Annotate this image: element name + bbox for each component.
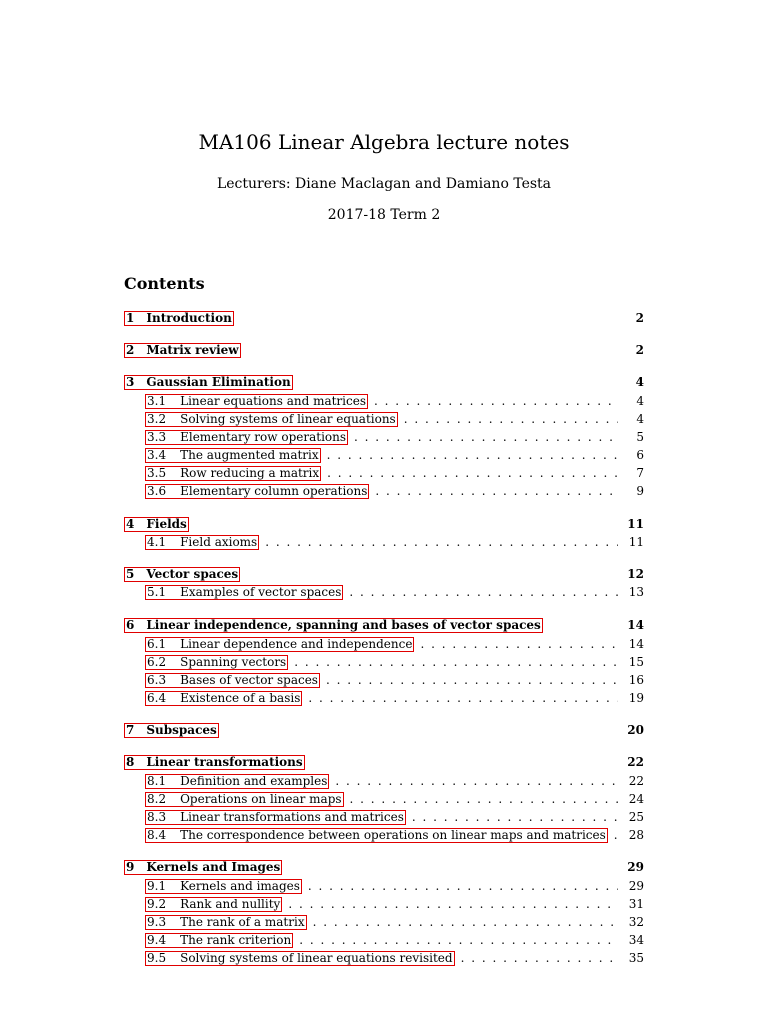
dot-leader xyxy=(288,897,618,911)
toc-page-number: 2 xyxy=(635,343,644,357)
toc-section-7[interactable] xyxy=(124,721,644,739)
toc-section-8[interactable] xyxy=(124,753,644,771)
dot-leader xyxy=(350,792,618,806)
toc-subsection-8-4[interactable] xyxy=(145,826,644,844)
toc-link[interactable]: 9 Kernels and Images xyxy=(126,859,281,874)
toc-link[interactable]: 9.2 Rank and nullity xyxy=(147,896,281,911)
toc-page-number: 2 xyxy=(635,311,644,325)
dot-leader xyxy=(614,828,618,842)
toc-link[interactable]: 6.2 Spanning vectors xyxy=(147,654,287,669)
toc-link[interactable]: 5.1 Examples of vector spaces xyxy=(147,584,342,599)
toc-section-9[interactable] xyxy=(124,858,644,876)
toc-link[interactable]: 1 Introduction xyxy=(126,310,232,325)
toc-subsection-6-2[interactable] xyxy=(145,653,644,671)
toc-page-number: 4 xyxy=(636,412,644,426)
toc-page-number: 14 xyxy=(628,637,644,651)
toc-subsection-6-1[interactable] xyxy=(145,635,644,653)
toc-link[interactable]: 3.1 Linear equations and matrices xyxy=(147,393,366,408)
toc-link[interactable]: 3.6 Elementary column operations xyxy=(147,483,368,498)
toc-section-5[interactable] xyxy=(124,565,644,583)
toc-link[interactable]: 8 Linear transformations xyxy=(126,754,303,769)
toc-link[interactable]: 9.5 Solving systems of linear equations revisited xyxy=(147,950,453,965)
dot-leader xyxy=(299,933,618,947)
toc-link[interactable]: 8.3 Linear transformations and matrices xyxy=(147,809,404,824)
toc-subsection-9-1[interactable] xyxy=(145,877,644,895)
toc-section-6[interactable] xyxy=(124,616,644,634)
toc-page-number: 7 xyxy=(636,466,644,480)
toc-page-number: 31 xyxy=(628,897,644,911)
dot-leader xyxy=(265,535,618,549)
toc-link[interactable]: 4.1 Field axioms xyxy=(147,534,258,549)
toc-page-number: 5 xyxy=(636,430,644,444)
dot-leader xyxy=(308,691,618,705)
toc-link[interactable]: 8.1 Definition and examples xyxy=(147,773,328,788)
dot-leader xyxy=(349,585,618,599)
toc-subsection-9-4[interactable] xyxy=(145,931,644,949)
toc-page-number: 28 xyxy=(628,828,644,842)
toc-link[interactable]: 6.3 Bases of vector spaces xyxy=(147,672,318,687)
toc-link[interactable]: 6.1 Linear dependence and independence xyxy=(147,636,413,651)
toc-link[interactable]: 8.4 The correspondence between operations on linear maps and matrices xyxy=(147,827,606,842)
toc-link[interactable]: 5 Vector spaces xyxy=(126,566,239,581)
toc-link[interactable]: 3.4 The augmented matrix xyxy=(147,447,319,462)
toc-link[interactable]: 8.2 Operations on linear maps xyxy=(147,791,342,806)
toc-subsection-8-1[interactable] xyxy=(145,772,644,790)
toc-page-number: 9 xyxy=(636,484,644,498)
dot-leader xyxy=(375,484,618,498)
toc-page-number: 11 xyxy=(628,535,644,549)
toc-page-number: 16 xyxy=(628,673,644,687)
toc-page-number: 11 xyxy=(627,517,644,531)
dot-leader xyxy=(294,655,618,669)
dot-leader xyxy=(327,466,618,480)
contents-heading: Contents xyxy=(124,274,205,293)
dot-leader xyxy=(327,448,618,462)
document-title: MA106 Linear Algebra lecture notes xyxy=(198,130,570,154)
toc-page-number: 15 xyxy=(628,655,644,669)
toc-page-number: 12 xyxy=(627,567,644,581)
toc-link[interactable]: 4 Fields xyxy=(126,516,187,531)
toc-subsection-9-5[interactable] xyxy=(145,949,644,967)
toc-link[interactable]: 6 Linear independence, spanning and bases of vector spaces xyxy=(126,617,541,632)
toc-link[interactable]: 2 Matrix review xyxy=(126,342,239,357)
toc-page-number: 6 xyxy=(636,448,644,462)
toc-subsection-9-2[interactable] xyxy=(145,895,644,913)
toc-page-number: 4 xyxy=(636,394,644,408)
document-term: 2017-18 Term 2 xyxy=(327,207,441,223)
toc-page-number: 35 xyxy=(628,951,644,965)
toc-subsection-3-2[interactable] xyxy=(145,410,644,428)
toc-page-number: 19 xyxy=(628,691,644,705)
toc-page-number: 25 xyxy=(628,810,644,824)
toc-link[interactable]: 7 Subspaces xyxy=(126,722,217,737)
toc-link[interactable]: 9.3 The rank of a matrix xyxy=(147,914,305,929)
dot-leader xyxy=(313,915,618,929)
toc-subsection-3-1[interactable] xyxy=(145,392,644,410)
toc-page-number: 22 xyxy=(627,755,644,769)
dot-leader xyxy=(374,394,618,408)
toc-page-number: 14 xyxy=(627,618,644,632)
toc-subsection-6-3[interactable] xyxy=(145,671,644,689)
toc-page-number: 13 xyxy=(628,585,644,599)
toc-page-number: 4 xyxy=(635,375,644,389)
toc-page-number: 20 xyxy=(627,723,644,737)
toc-subsection-8-3[interactable] xyxy=(145,808,644,826)
dot-leader xyxy=(335,774,618,788)
toc-link[interactable]: 3.5 Row reducing a matrix xyxy=(147,465,320,480)
toc-link[interactable]: 3.2 Solving systems of linear equations xyxy=(147,411,396,426)
dot-leader xyxy=(404,412,618,426)
toc-link[interactable]: 3.3 Elementary row operations xyxy=(147,429,347,444)
toc-link[interactable]: 6.4 Existence of a basis xyxy=(147,690,301,705)
toc-page-number: 24 xyxy=(628,792,644,806)
toc-subsection-3-5[interactable] xyxy=(145,464,644,482)
toc-subsection-5-1[interactable] xyxy=(145,583,644,601)
toc-page-number: 29 xyxy=(627,860,644,874)
toc-subsection-8-2[interactable] xyxy=(145,790,644,808)
document-authors: Lecturers: Diane Maclagan and Damiano Testa xyxy=(216,176,552,192)
dot-leader xyxy=(308,879,618,893)
toc-subsection-3-3[interactable] xyxy=(145,428,644,446)
toc-subsection-9-3[interactable] xyxy=(145,913,644,931)
toc-link[interactable]: 3 Gaussian Elimination xyxy=(126,374,291,389)
toc-section-2[interactable] xyxy=(124,341,644,359)
toc-subsection-3-6[interactable] xyxy=(145,482,644,500)
toc-page-number: 32 xyxy=(628,915,644,929)
dot-leader xyxy=(412,810,618,824)
toc-link[interactable]: 9.1 Kernels and images xyxy=(147,878,300,893)
toc-subsection-4-1[interactable] xyxy=(145,533,644,551)
toc-section-4[interactable] xyxy=(124,515,644,533)
toc-page-number: 22 xyxy=(628,774,644,788)
dot-leader xyxy=(326,673,618,687)
toc-page-number: 34 xyxy=(628,933,644,947)
toc-page-number: 29 xyxy=(628,879,644,893)
dot-leader xyxy=(354,430,618,444)
toc-section-3[interactable] xyxy=(124,373,644,391)
dot-leader xyxy=(461,951,618,965)
toc-section-1[interactable] xyxy=(124,309,644,327)
toc-link[interactable]: 9.4 The rank criterion xyxy=(147,932,292,947)
toc-subsection-3-4[interactable] xyxy=(145,446,644,464)
toc-subsection-6-4[interactable] xyxy=(145,689,644,707)
dot-leader xyxy=(420,637,618,651)
